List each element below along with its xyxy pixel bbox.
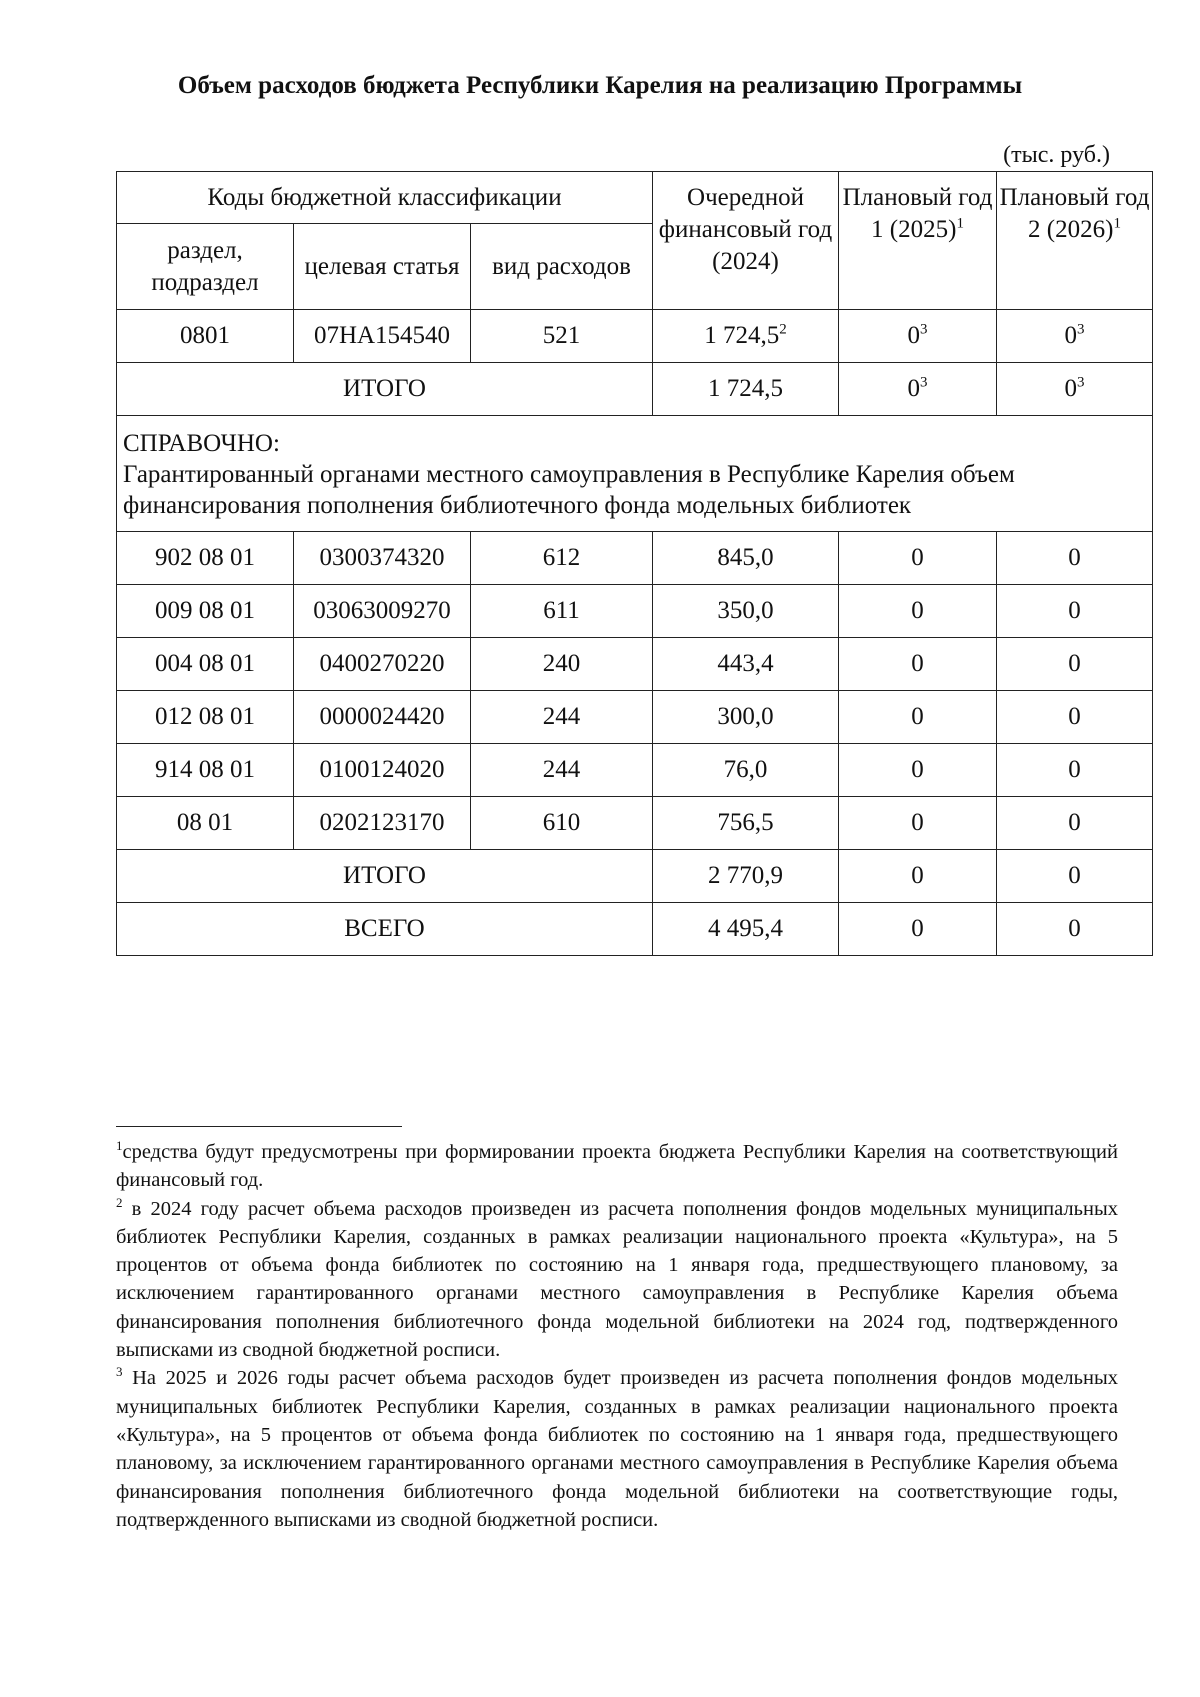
cell-current-year bbox=[653, 310, 839, 363]
cell-plan2: 0 bbox=[997, 532, 1153, 585]
footnotes bbox=[116, 1138, 1118, 1534]
header-section: раздел, подраздел bbox=[117, 224, 294, 310]
cell-plan2: 0 bbox=[997, 797, 1153, 850]
cell-plan1: 0 bbox=[839, 744, 997, 797]
cell-footnote-mark: 3 bbox=[920, 374, 928, 391]
table-row bbox=[117, 532, 1153, 585]
total-plan1-value: 0 bbox=[907, 375, 920, 402]
total-current-year: 1 724,5 bbox=[653, 363, 839, 416]
cell-plan2 bbox=[997, 310, 1153, 363]
total-plan1 bbox=[839, 363, 997, 416]
cell-expense-type: 244 bbox=[471, 744, 653, 797]
grand-total-row bbox=[117, 903, 1153, 956]
header-expense-type: вид расходов bbox=[471, 224, 653, 310]
header-row bbox=[117, 172, 1153, 224]
footnote-mark: 3 bbox=[116, 1364, 123, 1380]
total-label: ИТОГО bbox=[117, 363, 653, 416]
cell-footnote-mark: 3 bbox=[1077, 321, 1085, 338]
cell-plan1: 0 bbox=[839, 691, 997, 744]
grand-total-plan2: 0 bbox=[997, 903, 1153, 956]
grand-total-current-year: 4 495,4 bbox=[653, 903, 839, 956]
budget-table bbox=[116, 171, 1153, 956]
total-row bbox=[117, 850, 1153, 903]
header-plan1 bbox=[839, 172, 997, 310]
cell-target: 07НА154540 bbox=[294, 310, 471, 363]
footnote-divider bbox=[116, 1126, 402, 1127]
cell-current-year: 76,0 bbox=[653, 744, 839, 797]
cell-target: 03063009270 bbox=[294, 585, 471, 638]
cell-section: 004 08 01 bbox=[117, 638, 294, 691]
cell-plan2-value: 0 bbox=[1064, 322, 1077, 349]
cell-section: 914 08 01 bbox=[117, 744, 294, 797]
cell-plan2: 0 bbox=[997, 691, 1153, 744]
cell-expense-type: 521 bbox=[471, 310, 653, 363]
grand-total-label: ВСЕГО bbox=[117, 903, 653, 956]
cell-target: 0202123170 bbox=[294, 797, 471, 850]
cell-plan2: 0 bbox=[997, 585, 1153, 638]
cell-section: 012 08 01 bbox=[117, 691, 294, 744]
cell-plan1 bbox=[839, 310, 997, 363]
cell-plan2: 0 bbox=[997, 744, 1153, 797]
cell-plan1: 0 bbox=[839, 797, 997, 850]
cell-target: 0400270220 bbox=[294, 638, 471, 691]
cell-plan2: 0 bbox=[997, 638, 1153, 691]
total-plan2: 0 bbox=[997, 850, 1153, 903]
cell-plan1: 0 bbox=[839, 532, 997, 585]
header-plan2 bbox=[997, 172, 1153, 310]
cell-section: 009 08 01 bbox=[117, 585, 294, 638]
cell-expense-type: 611 bbox=[471, 585, 653, 638]
cell-footnote-mark: 3 bbox=[1077, 374, 1085, 391]
total-current-year: 2 770,9 bbox=[653, 850, 839, 903]
header-plan2-footnote: 1 bbox=[1113, 215, 1121, 232]
header-plan1-text: Плановый год 1 (2025) bbox=[842, 184, 993, 243]
grand-total-plan1: 0 bbox=[839, 903, 997, 956]
footnote-2 bbox=[116, 1195, 1118, 1365]
cell-target: 0300374320 bbox=[294, 532, 471, 585]
cell-expense-type: 244 bbox=[471, 691, 653, 744]
cell-section: 902 08 01 bbox=[117, 532, 294, 585]
header-current-year: Очередной финансовый год (2024) bbox=[653, 172, 839, 310]
reference-label: СПРАВОЧНО: bbox=[123, 430, 280, 457]
table-row bbox=[117, 638, 1153, 691]
reference-cell bbox=[117, 416, 1153, 532]
cell-plan1: 0 bbox=[839, 638, 997, 691]
reference-text: Гарантированный органами местного самоуправления в Республике Карелия объем финансирования пополнения библиотечного фонда модельных библиотек bbox=[123, 461, 1015, 519]
table-row bbox=[117, 744, 1153, 797]
footnote-mark: 1 bbox=[116, 1138, 123, 1154]
total-plan1: 0 bbox=[839, 850, 997, 903]
footnote-text: в 2024 году расчет объема расходов произведен из расчета пополнения фондов модельных муниципальных библиотек Республики Карелия, созданных в рамках реализации национального проекта «Культура», на 5 процентов от объема фонда библиотек по состоянию на 1 января года, предшествующего плановому, за исключением гарантированного органами местного самоуправления в Республике Карелия объема финансирования пополнения библиотечного фонда модельной библиотеки на 2024 год, подтвержденного выписками из сводной бюджетной росписи. bbox=[116, 1197, 1118, 1362]
total-label: ИТОГО bbox=[117, 850, 653, 903]
page-title: Объем расходов бюджета Республики Карелия на реализацию Программы bbox=[177, 72, 1023, 99]
cell-expense-type: 612 bbox=[471, 532, 653, 585]
footnote-1 bbox=[116, 1138, 1118, 1195]
header-codes: Коды бюджетной классификации bbox=[117, 172, 653, 224]
cell-plan1-value: 0 bbox=[907, 322, 920, 349]
cell-target: 0100124020 bbox=[294, 744, 471, 797]
cell-plan1: 0 bbox=[839, 585, 997, 638]
cell-section: 0801 bbox=[117, 310, 294, 363]
cell-footnote-mark: 2 bbox=[779, 321, 787, 338]
cell-current-year: 300,0 bbox=[653, 691, 839, 744]
header-plan2-text: Плановый год 2 (2026) bbox=[999, 184, 1150, 243]
header-target: целевая статья bbox=[294, 224, 471, 310]
total-plan2 bbox=[997, 363, 1153, 416]
footnote-text: На 2025 и 2026 годы расчет объема расходов будет произведен из расчета пополнения фондов модельных муниципальных библиотек Республики Карелия, созданных в рамках реализации национального проекта «Культура», на 5 процентов от объема фонда библиотек по состоянию на 1 января года, предшествующего плановому, за исключением гарантированного органами местного самоуправления в Республике Карелия объема финансирования пополнения библиотечного фонда модельной библиотеки на соответствующие годы, подтвержденного выписками из сводной бюджетной росписи. bbox=[116, 1367, 1118, 1531]
table-row bbox=[117, 585, 1153, 638]
cell-section: 08 01 bbox=[117, 797, 294, 850]
footnote-mark: 2 bbox=[116, 1194, 123, 1210]
cell-expense-type: 610 bbox=[471, 797, 653, 850]
cell-current-year: 350,0 bbox=[653, 585, 839, 638]
footnote-text: средства будут предусмотрены при формировании проекта бюджета Республики Карелия на соответствующий финансовый год. bbox=[116, 1141, 1118, 1192]
reference-row bbox=[117, 416, 1153, 532]
cell-target: 0000024420 bbox=[294, 691, 471, 744]
cell-footnote-mark: 3 bbox=[920, 321, 928, 338]
table-row bbox=[117, 797, 1153, 850]
table-row bbox=[117, 691, 1153, 744]
total-plan2-value: 0 bbox=[1064, 375, 1077, 402]
units-label: (тыс. руб.) bbox=[1003, 142, 1110, 168]
table-row bbox=[117, 310, 1153, 363]
cell-expense-type: 240 bbox=[471, 638, 653, 691]
footnote-3 bbox=[116, 1364, 1118, 1534]
cell-current-year-value: 1 724,5 bbox=[704, 322, 780, 349]
cell-current-year: 845,0 bbox=[653, 532, 839, 585]
cell-current-year: 443,4 bbox=[653, 638, 839, 691]
header-plan1-footnote: 1 bbox=[956, 215, 964, 232]
cell-current-year: 756,5 bbox=[653, 797, 839, 850]
total-row bbox=[117, 363, 1153, 416]
